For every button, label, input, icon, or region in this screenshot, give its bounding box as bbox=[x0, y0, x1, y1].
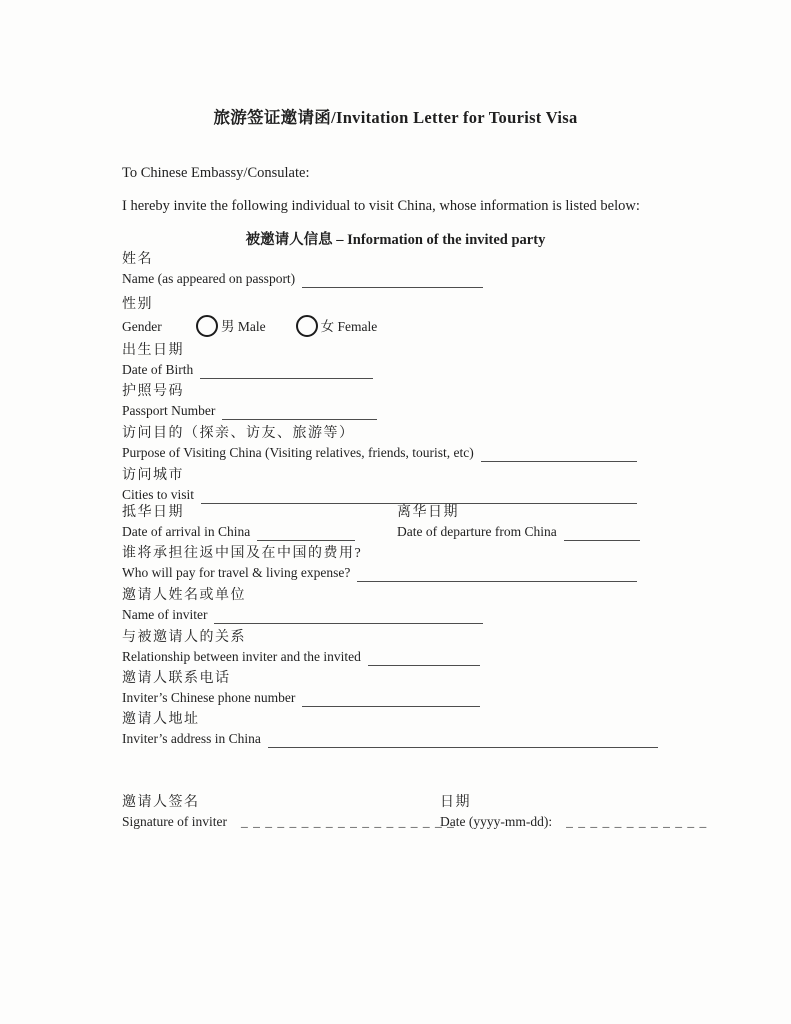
field-cities-label-en: Cities to visit bbox=[122, 487, 195, 502]
field-inviter-address-label-zh: 邀请人地址 bbox=[122, 712, 200, 727]
field-inviter-name-label-zh: 邀请人姓名或单位 bbox=[122, 588, 246, 603]
name-input-line[interactable] bbox=[302, 271, 483, 288]
field-relationship-label-en: Relationship between inviter and the invited bbox=[122, 649, 361, 664]
field-date-label-zh: 日期 bbox=[440, 795, 471, 810]
field-payer-label-zh: 谁将承担往返中国及在中国的费用? bbox=[122, 546, 363, 561]
male-radio-circle[interactable] bbox=[196, 315, 218, 337]
form-title: 旅游签证邀请函/Invitation Letter for Tourist Visa bbox=[213, 108, 578, 127]
field-date-label-en: Date (yyyy-mm-dd): bbox=[440, 814, 553, 829]
field-inviter-phone-label-en: Inviter’s Chinese phone number bbox=[122, 690, 296, 705]
field-signature-label-en: Signature of inviter bbox=[122, 814, 227, 829]
field-arrival-label-en: Date of arrival in China bbox=[122, 524, 251, 539]
field-payer-label-en: Who will pay for travel & living expense? bbox=[122, 565, 351, 580]
field-inviter-address bbox=[122, 710, 658, 748]
field-date bbox=[440, 793, 707, 831]
date-dashed-line[interactable]: _ _ _ _ _ _ _ _ _ _ _ _ bbox=[566, 814, 708, 829]
intro-line: I hereby invite the following individual to visit China, whose information is listed below: bbox=[122, 198, 640, 214]
field-gender-label-en: Gender bbox=[122, 318, 162, 334]
field-dob bbox=[122, 341, 373, 379]
salutation: To Chinese Embassy/Consulate: bbox=[122, 165, 310, 181]
field-cities bbox=[122, 466, 637, 504]
field-inviter-phone bbox=[122, 669, 480, 707]
passport-input-line[interactable] bbox=[222, 403, 377, 420]
gender-option-female bbox=[296, 315, 378, 337]
field-cities-label-zh: 访问城市 bbox=[122, 468, 184, 483]
departure-input-line[interactable] bbox=[564, 524, 640, 541]
field-name bbox=[122, 250, 483, 288]
field-purpose-label-zh: 访问目的（探亲、访友、旅游等） bbox=[122, 426, 355, 441]
field-relationship-label-zh: 与被邀请人的关系 bbox=[122, 630, 246, 645]
field-passport bbox=[122, 382, 377, 420]
field-inviter-name-label-en: Name of inviter bbox=[122, 607, 208, 622]
field-purpose bbox=[122, 424, 637, 462]
field-departure bbox=[397, 503, 640, 541]
field-gender bbox=[122, 295, 377, 337]
field-departure-label-en: Date of departure from China bbox=[397, 524, 557, 539]
gender-option-male bbox=[196, 315, 266, 337]
arrival-input-line[interactable] bbox=[257, 524, 355, 541]
payer-input-line[interactable] bbox=[357, 565, 637, 582]
field-purpose-label-en: Purpose of Visiting China (Visiting relatives, friends, tourist, etc) bbox=[122, 445, 474, 460]
field-name-label-en: Name (as appeared on passport) bbox=[122, 271, 296, 286]
field-signature-label-zh: 邀请人签名 bbox=[122, 795, 200, 810]
field-name-label-zh: 姓名 bbox=[122, 252, 153, 267]
relationship-input-line[interactable] bbox=[368, 649, 480, 666]
field-inviter-name bbox=[122, 586, 483, 624]
female-radio-circle[interactable] bbox=[296, 315, 318, 337]
field-inviter-address-label-en: Inviter’s address in China bbox=[122, 731, 261, 746]
field-arrival bbox=[122, 503, 355, 541]
field-signature bbox=[122, 793, 455, 831]
field-arrival-label-zh: 抵华日期 bbox=[122, 505, 184, 520]
purpose-input-line[interactable] bbox=[481, 445, 637, 462]
field-passport-label-en: Passport Number bbox=[122, 403, 216, 418]
field-payer bbox=[122, 544, 637, 582]
signature-dashed-line[interactable]: _ _ _ _ _ _ _ _ _ _ _ _ _ _ _ _ _ _ bbox=[240, 814, 455, 829]
field-departure-label-zh: 离华日期 bbox=[397, 505, 459, 520]
inviter-name-input-line[interactable] bbox=[214, 607, 483, 624]
inviter-phone-input-line[interactable] bbox=[302, 690, 480, 707]
male-option-label: 男 Male bbox=[221, 318, 266, 334]
dob-input-line[interactable] bbox=[200, 362, 373, 379]
section-header: 被邀请人信息 – Information of the invited party bbox=[245, 232, 546, 248]
field-inviter-phone-label-zh: 邀请人联系电话 bbox=[122, 671, 231, 686]
cities-input-line[interactable] bbox=[201, 487, 637, 504]
field-dob-label-zh: 出生日期 bbox=[122, 343, 184, 358]
inviter-address-input-line[interactable] bbox=[268, 731, 658, 748]
field-gender-label-zh: 性别 bbox=[122, 297, 153, 312]
field-passport-label-zh: 护照号码 bbox=[122, 384, 184, 399]
female-option-label: 女 Female bbox=[320, 318, 378, 334]
field-dob-label-en: Date of Birth bbox=[122, 362, 194, 377]
field-relationship bbox=[122, 628, 480, 666]
